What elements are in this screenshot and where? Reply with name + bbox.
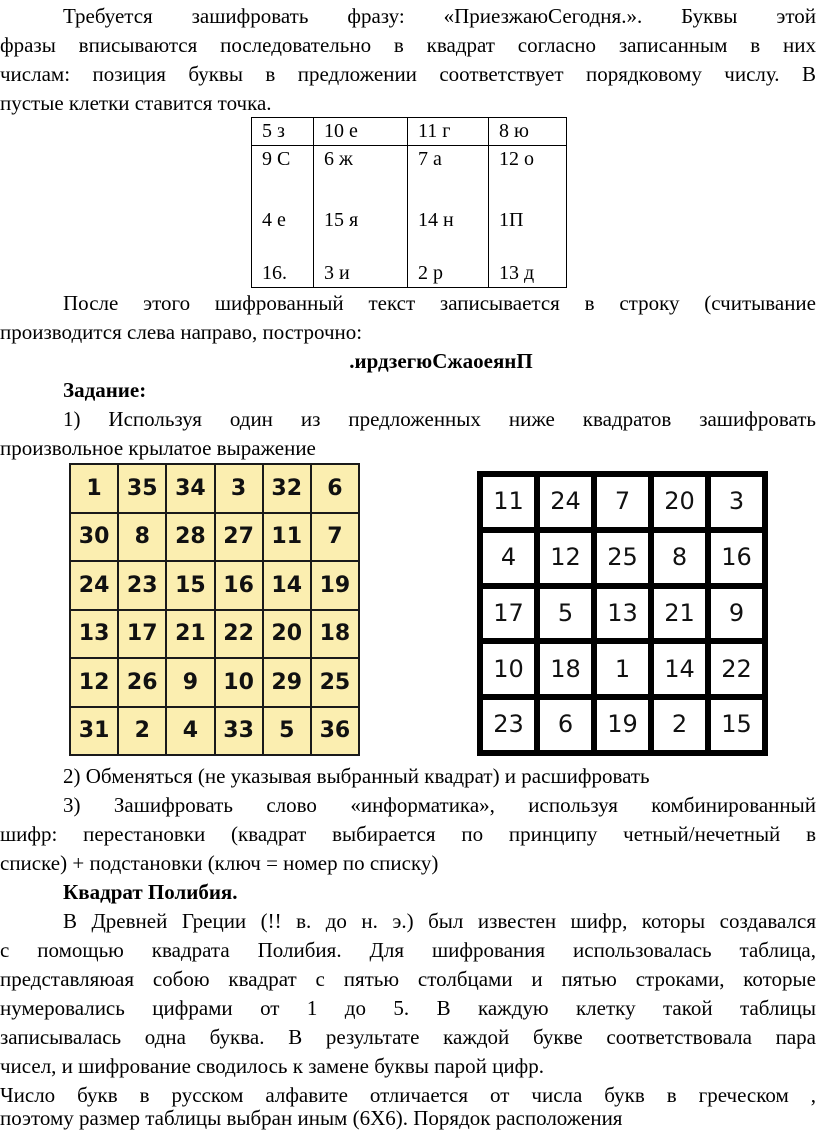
cell-entry: 1П bbox=[499, 209, 524, 231]
yellow-square-cell: 33 bbox=[216, 708, 262, 755]
yellow-square-cell: 8 bbox=[119, 514, 165, 561]
yellow-square-cell: 36 bbox=[312, 708, 358, 755]
yellow-square-cell: 24 bbox=[71, 562, 117, 609]
white-square-cell: 16 bbox=[711, 533, 762, 583]
yellow-square-cell: 11 bbox=[264, 514, 310, 561]
table-cell: 8 ю bbox=[489, 118, 567, 146]
white-square-cell: 7 bbox=[597, 477, 648, 527]
polybius-line-1: В Древней Греции (!! в. до н. э.) был известен шифр, которы создавался bbox=[63, 909, 816, 933]
intro-line-4: пустые клетки ставится точка. bbox=[0, 91, 272, 115]
yellow-square-cell: 2 bbox=[119, 708, 165, 755]
cell-entry: 15 я bbox=[324, 209, 359, 231]
yellow-square-cell: 5 bbox=[264, 708, 310, 755]
yellow-square-cell: 16 bbox=[216, 562, 262, 609]
white-square-cell: 11 bbox=[483, 477, 534, 527]
yellow-square-cell: 10 bbox=[216, 659, 262, 706]
polybius-line-4: нумеровались цифрами от 1 до 5. В каждую клетку такой таблицы bbox=[0, 996, 816, 1020]
cell-entry: 6 ж bbox=[324, 148, 353, 170]
cell-entry: 14 н bbox=[418, 209, 454, 231]
white-square-cell: 18 bbox=[540, 644, 591, 694]
cell-entry: 7 а bbox=[418, 148, 442, 170]
table-cell bbox=[489, 146, 567, 288]
yellow-square-cell: 17 bbox=[119, 611, 165, 658]
polybius-line-7: Число букв в русском алфавите отличается от числа букв в греческом , bbox=[0, 1083, 816, 1107]
white-square-cell: 25 bbox=[597, 533, 648, 583]
polybius-line-5: записывалась одна буква. В результате каждой букве соответствовала пара bbox=[0, 1025, 816, 1049]
cell-entry: 9 С bbox=[262, 148, 291, 170]
yellow-square-cell: 7 bbox=[312, 514, 358, 561]
yellow-square-cell: 1 bbox=[71, 465, 117, 512]
task-item-3-line-1: 3) Зашифровать слово «информатика», используя комбинированный bbox=[63, 793, 816, 817]
cell-entry: 4 е bbox=[262, 209, 286, 231]
yellow-square-cell: 18 bbox=[312, 611, 358, 658]
cell-entry: 2 р bbox=[418, 262, 443, 284]
yellow-square-cell: 30 bbox=[71, 514, 117, 561]
white-square-cell: 24 bbox=[540, 477, 591, 527]
table-row bbox=[252, 146, 567, 288]
table-cell bbox=[314, 146, 408, 288]
task-item-3-line-2: шифр: перестановки (квадрат выбирается по принципу четный/нечетный в bbox=[0, 822, 816, 846]
yellow-square-cell: 21 bbox=[167, 611, 213, 658]
intro-line-3: числам: позиция буквы в предложении соответствует порядковому числу. В bbox=[0, 62, 816, 86]
yellow-square-cell: 29 bbox=[264, 659, 310, 706]
polybius-line-8: поэтому размер таблицы выбран иным (6Х6). Порядок расположения bbox=[0, 1106, 623, 1130]
polybius-heading: Квадрат Полибия. bbox=[63, 880, 238, 904]
yellow-square-cell: 26 bbox=[119, 659, 165, 706]
yellow-square-cell: 27 bbox=[216, 514, 262, 561]
yellow-square-cell: 6 bbox=[312, 465, 358, 512]
yellow-square-cell: 28 bbox=[167, 514, 213, 561]
yellow-square-cell: 19 bbox=[312, 562, 358, 609]
cell-entry: 12 о bbox=[499, 148, 534, 170]
yellow-square-cell: 4 bbox=[167, 708, 213, 755]
intro-line-2: фразы вписываются последовательно в квадрат согласно записанным в них bbox=[0, 33, 816, 57]
after-line-1: После этого шифрованный текст записывается в строку (считывание bbox=[63, 291, 816, 315]
white-square-cell: 2 bbox=[654, 700, 705, 750]
table-row bbox=[252, 118, 567, 146]
after-line-2: производится слева направо, построчно: bbox=[0, 320, 363, 344]
table-cell: 10 е bbox=[314, 118, 408, 146]
yellow-square-cell: 31 bbox=[71, 708, 117, 755]
yellow-square-cell: 3 bbox=[216, 465, 262, 512]
white-square-cell: 14 bbox=[654, 644, 705, 694]
yellow-square-cell: 12 bbox=[71, 659, 117, 706]
white-square-cell: 8 bbox=[654, 533, 705, 583]
yellow-square-cell: 13 bbox=[71, 611, 117, 658]
white-square-cell: 4 bbox=[483, 533, 534, 583]
white-square-cell: 1 bbox=[597, 644, 648, 694]
white-square-cell: 17 bbox=[483, 589, 534, 639]
yellow-square-cell: 22 bbox=[216, 611, 262, 658]
task-item-1-line-1: 1) Используя один из предложенных ниже квадратов зашифровать bbox=[63, 407, 816, 431]
white-square-cell: 15 bbox=[711, 700, 762, 750]
white-square-cell: 6 bbox=[540, 700, 591, 750]
yellow-square-cell: 23 bbox=[119, 562, 165, 609]
task-item-3-line-3: списке) + подстановки (ключ = номер по списку) bbox=[0, 851, 439, 875]
white-square-cell: 19 bbox=[597, 700, 648, 750]
table-cell: 5 з bbox=[252, 118, 314, 146]
cell-entry: 16. bbox=[262, 262, 287, 284]
table-cell bbox=[252, 146, 314, 288]
table-cell bbox=[408, 146, 489, 288]
intro-line-1: Требуется зашифровать фразу: «ПриезжаюСегодня.». Буквы этой bbox=[63, 4, 816, 28]
polybius-line-6: чисел, и шифрование сводилось к замене буквы парой цифр. bbox=[0, 1054, 544, 1078]
cell-entry: 13 д bbox=[499, 262, 535, 284]
white-square-cell: 20 bbox=[654, 477, 705, 527]
white-square-cell: 22 bbox=[711, 644, 762, 694]
white-square-cell: 23 bbox=[483, 700, 534, 750]
white-magic-square bbox=[477, 471, 768, 756]
cipher-text: .ирдзегюСжаоеянП bbox=[349, 349, 533, 373]
yellow-square-cell: 14 bbox=[264, 562, 310, 609]
polybius-line-2: с помощью квадрата Полибия. Для шифрования использовалась таблица, bbox=[0, 938, 816, 962]
white-square-cell: 12 bbox=[540, 533, 591, 583]
yellow-square-cell: 32 bbox=[264, 465, 310, 512]
white-square-cell: 21 bbox=[654, 589, 705, 639]
yellow-square-cell: 9 bbox=[167, 659, 213, 706]
white-square-cell: 3 bbox=[711, 477, 762, 527]
white-square-cell: 13 bbox=[597, 589, 648, 639]
task-item-1-line-2: произвольное крылатое выражение bbox=[0, 436, 316, 460]
yellow-square-cell: 20 bbox=[264, 611, 310, 658]
yellow-square-cell: 15 bbox=[167, 562, 213, 609]
yellow-magic-square bbox=[69, 463, 360, 756]
cell-entry: 3 и bbox=[324, 262, 350, 284]
white-square-cell: 9 bbox=[711, 589, 762, 639]
yellow-square-cell: 35 bbox=[119, 465, 165, 512]
table-cell: 11 г bbox=[408, 118, 489, 146]
task-heading: Задание: bbox=[63, 378, 147, 402]
example-cipher-table bbox=[251, 117, 567, 288]
yellow-square-cell: 25 bbox=[312, 659, 358, 706]
task-item-2: 2) Обменяться (не указывая выбранный квадрат) и расшифровать bbox=[63, 764, 650, 788]
polybius-line-3: представляюая собою квадрат с пятью столбцами и пятью строками, которые bbox=[0, 967, 816, 991]
yellow-square-cell: 34 bbox=[167, 465, 213, 512]
white-square-cell: 5 bbox=[540, 589, 591, 639]
white-square-cell: 10 bbox=[483, 644, 534, 694]
